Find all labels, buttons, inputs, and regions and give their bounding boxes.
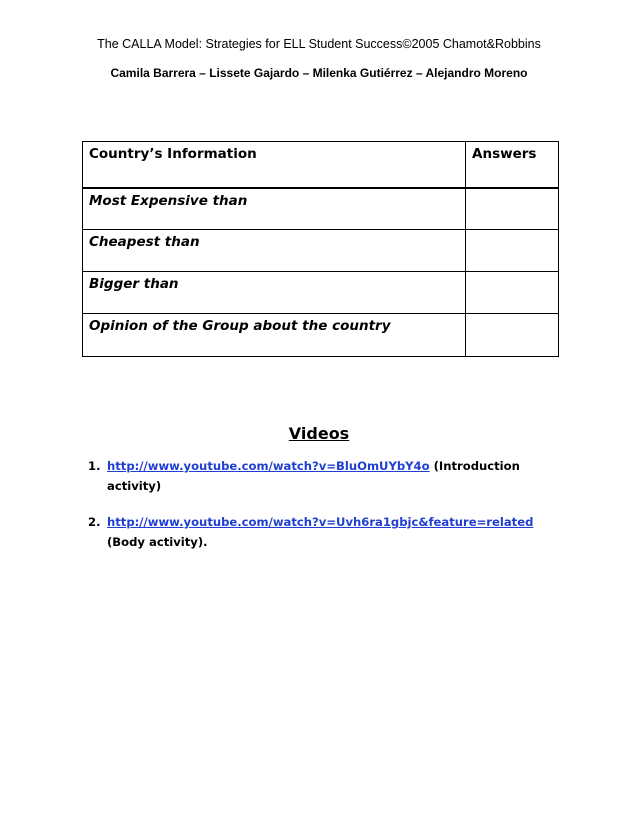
videos-heading: Videos: [288, 424, 350, 443]
table-row: [83, 314, 559, 357]
column-header-country-information: Country’s Information: [83, 142, 466, 188]
answer-cell-bigger[interactable]: [466, 272, 559, 314]
list-number: 1.: [88, 459, 101, 473]
video-note-body: (Body activity).: [107, 535, 208, 549]
document-header-title: The CALLA Model: Strategies for ELL Student Success©2005 Chamot&Robbins: [97, 37, 541, 51]
list-number: 2.: [88, 515, 101, 529]
row-label-cheapest: Cheapest than: [83, 230, 466, 272]
video-note-introduction: (Introduction activity): [107, 459, 520, 493]
video-item-body: [107, 456, 558, 496]
video-link-introduction[interactable]: http://www.youtube.com/watch?v=BluOmUYbY4o: [107, 459, 430, 473]
row-label-group-opinion: Opinion of the Group about the country: [83, 314, 466, 357]
document-authors: Camila Barrera – Lissete Gajardo – Milenka Gutiérrez – Alejandro Moreno: [110, 66, 528, 80]
table-row: [83, 230, 559, 272]
row-label-bigger: Bigger than: [83, 272, 466, 314]
answer-cell-most-expensive[interactable]: [466, 188, 559, 230]
row-label-most-expensive: Most Expensive than: [83, 188, 466, 230]
video-link-body[interactable]: http://www.youtube.com/watch?v=Uvh6ra1gbjc&feature=related: [107, 515, 534, 529]
column-header-answers: Answers: [466, 142, 559, 188]
answer-cell-cheapest[interactable]: [466, 230, 559, 272]
table-row: [83, 272, 559, 314]
answer-cell-group-opinion[interactable]: [466, 314, 559, 357]
country-information-table: [82, 141, 559, 357]
table-header-row: [83, 142, 559, 188]
table-row: [83, 188, 559, 230]
video-item-body: [107, 512, 558, 552]
video-list-item: [88, 456, 558, 496]
video-list-item: [88, 512, 558, 552]
